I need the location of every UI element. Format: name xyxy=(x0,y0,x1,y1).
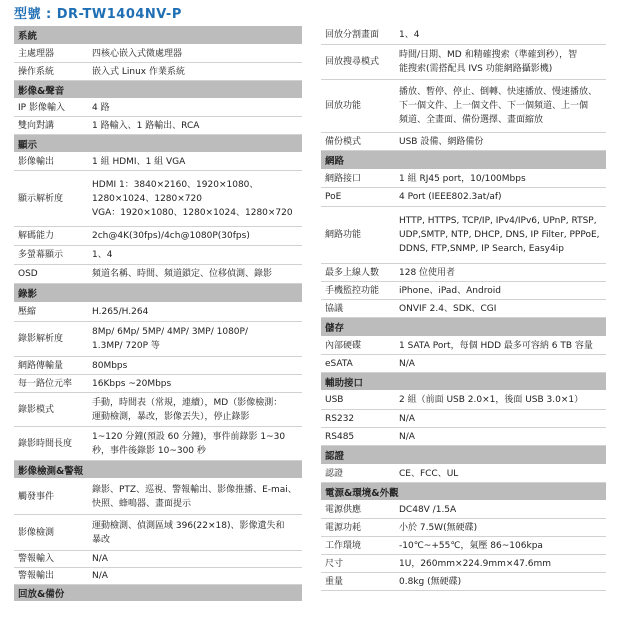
spec-key: IP 影像輸入 xyxy=(18,102,65,113)
spec-value: DC48V /1.5A xyxy=(399,504,457,515)
spec-value: USB 設備、網路備份 xyxy=(399,136,484,147)
section-header: 回放&備份 xyxy=(14,585,302,602)
spec-value: N/A xyxy=(399,358,415,369)
spec-row xyxy=(321,170,606,188)
spec-key: 回放功能 xyxy=(325,101,362,111)
spec-key: 錄影時間長度 xyxy=(18,438,73,449)
spec-value: 1U，260mm×224.9mm×47.6mm xyxy=(399,558,551,569)
spec-value: HTTP, HTTPS, TCP/IP, IPv4/IPv6, UPnP, RTSP, UDP,SMTP, NTP, DHCP, DNS, IP Filter, PPPoE, DDNS, FTP,SNMP, IP Search, Easy4ip xyxy=(399,216,600,254)
spec-key: 電源供應 xyxy=(325,504,362,515)
spec-row xyxy=(14,171,302,227)
spec-key: 影像輸出 xyxy=(18,156,55,167)
spec-key: 錄影模式 xyxy=(18,404,55,415)
section-header: 儲存 xyxy=(321,318,606,337)
spec-row xyxy=(14,427,302,461)
spec-value: 2 組（前面 USB 2.0×1，後面 USB 3.0×1） xyxy=(399,395,584,405)
spec-value: 1 組 RJ45 port，10/100Mbps xyxy=(399,173,526,184)
spec-value: 16Kbps ~20Mbps xyxy=(92,378,172,389)
spec-key: 網路功能 xyxy=(325,230,362,240)
spec-row xyxy=(14,479,302,515)
spec-key: 多螢幕顯示 xyxy=(18,250,64,260)
spec-row xyxy=(321,391,606,410)
spec-key: 工作環境 xyxy=(325,540,362,551)
spec-row xyxy=(14,265,302,284)
spec-key: 協議 xyxy=(325,303,344,314)
spec-key: USB xyxy=(325,395,344,405)
spec-value: iPhone、iPad、Android xyxy=(399,285,501,296)
spec-value: 播放、暫停、停止、倒轉、快速播放、慢速播放、 下一個文件、上一個文件、下一個頻道、上一個 頻道、全畫面、備份選擇、畫面縮放 xyxy=(399,87,598,125)
spec-key: 顯示解析度 xyxy=(18,193,64,204)
spec-key: 回放分割畫面 xyxy=(325,30,380,40)
spec-key: 備份模式 xyxy=(325,136,362,147)
spec-row xyxy=(321,537,606,555)
spec-row xyxy=(14,45,302,63)
spec-row xyxy=(321,410,606,428)
spec-key: RS485 xyxy=(325,431,355,442)
section-header: 影像檢測&警報 xyxy=(14,461,302,479)
spec-value: 小於 7.5W(無硬碟) xyxy=(399,522,478,533)
spec-key: 操作系統 xyxy=(18,66,55,77)
spec-key: eSATA xyxy=(325,358,353,369)
section-header: 顯示 xyxy=(14,135,302,153)
spec-value: N/A xyxy=(92,571,108,581)
spec-key: 雙向對講 xyxy=(18,120,55,131)
spec-key: 網路傳輸量 xyxy=(18,360,64,371)
spec-key: 重量 xyxy=(325,576,344,587)
spec-row xyxy=(14,303,302,322)
spec-row xyxy=(321,355,606,373)
spec-value: 1 路輸入、1 路輸出、RCA xyxy=(92,120,200,131)
spec-key: 壓縮 xyxy=(18,307,37,317)
spec-row xyxy=(14,246,302,265)
spec-key: 警報輸入 xyxy=(18,554,55,564)
section-header: 電源&環境&外觀 xyxy=(321,483,606,501)
spec-key: PoE xyxy=(325,192,342,202)
spec-key: 網路接口 xyxy=(325,173,362,184)
spec-row xyxy=(321,80,606,133)
spec-value: ONVIF 2.4、SDK、CGI xyxy=(399,303,497,314)
spec-key: RS232 xyxy=(325,413,355,424)
spec-row xyxy=(321,264,606,282)
spec-row xyxy=(321,300,606,318)
spec-key: 回放搜尋模式 xyxy=(325,57,380,67)
model-title: 型號 : DR-TW1404NV-P xyxy=(14,7,182,22)
spec-value: 4 路 xyxy=(92,102,110,113)
spec-value: 1、4 xyxy=(92,250,113,260)
spec-row xyxy=(14,393,302,427)
spec-value: 時間/日期、MD 和精確搜索（準確到秒），智 能搜索(需搭配具 IVS 功能網路攝影機) xyxy=(399,50,578,74)
spec-row xyxy=(321,282,606,300)
spec-key: 影像檢測 xyxy=(18,527,55,538)
spec-key: 主處理器 xyxy=(18,48,55,59)
spec-row xyxy=(14,227,302,246)
spec-value: 128 位使用者 xyxy=(399,267,456,278)
spec-row xyxy=(321,26,606,45)
spec-row xyxy=(14,153,302,171)
spec-key: 錄影解析度 xyxy=(18,334,64,344)
section-header: 認證 xyxy=(321,446,606,465)
spec-value: 運動檢測、偵測區域 396(22×18)、影像遺失和 暴改 xyxy=(92,520,285,545)
spec-value: 2ch@4K(30fps)/4ch@1080P(30fps) xyxy=(92,231,250,241)
spec-row xyxy=(14,117,302,135)
spec-value: 80Mbps xyxy=(92,360,128,371)
spec-value: 頻道名稱、時間、頻道鎖定、位移偵測、錄影 xyxy=(92,269,273,279)
spec-value: 8Mp/ 6Mp/ 5MP/ 4MP/ 3MP/ 1080P/ 1.3MP/ 720P 等 xyxy=(92,327,248,351)
spec-key: 尺寸 xyxy=(325,558,344,569)
spec-column-right xyxy=(321,26,606,591)
spec-value: HDMI 1：3840×2160、1920×1080、 1280×1024、1280×720 VGA：1920×1080、1280×1024、1280×720 xyxy=(92,179,293,218)
spec-value: N/A xyxy=(399,413,415,424)
spec-row xyxy=(321,428,606,446)
spec-value: 0.8kg (無硬碟) xyxy=(399,576,462,587)
spec-value: N/A xyxy=(92,554,108,564)
spec-value: 1~120 分鐘(預設 60 分鐘)，事件前錄影 1~30 秒，事件後錄影 10~300 秒 xyxy=(92,431,286,456)
spec-row xyxy=(14,357,302,375)
spec-row xyxy=(321,555,606,573)
spec-value: 手動，時間表（常規，連續），MD（影像檢測： 運動檢測，暴改，影像丟失），停止錄影 xyxy=(92,397,283,422)
spec-key: 警報輸出 xyxy=(18,571,55,581)
spec-row xyxy=(14,99,302,117)
spec-key: 內部硬碟 xyxy=(325,340,362,351)
spec-row xyxy=(14,322,302,357)
spec-row xyxy=(14,63,302,81)
section-header: 影像&聲音 xyxy=(14,81,302,99)
spec-value: N/A xyxy=(399,431,415,442)
spec-value: 1 SATA Port，每個 HDD 最多可容納 6 TB 容量 xyxy=(399,340,593,351)
spec-value: 4 Port (IEEE802.3at/af) xyxy=(399,192,502,202)
section-header: 輔助接口 xyxy=(321,373,606,391)
spec-key: 手機監控功能 xyxy=(325,285,380,296)
spec-key: 認證 xyxy=(325,468,344,479)
spec-column-left xyxy=(14,26,302,602)
spec-row xyxy=(321,45,606,80)
spec-key: 解碼能力 xyxy=(18,231,55,241)
spec-value: -10℃~+55℃，氣壓 86~106kpa xyxy=(399,540,543,551)
spec-row xyxy=(14,568,302,585)
spec-row xyxy=(321,188,606,207)
spec-row xyxy=(321,501,606,519)
spec-row xyxy=(14,375,302,393)
section-header: 網路 xyxy=(321,151,606,170)
spec-row xyxy=(321,573,606,591)
spec-key: 觸發事件 xyxy=(18,491,55,502)
section-header: 系統 xyxy=(14,26,302,45)
spec-key: 最多上線人數 xyxy=(325,267,380,278)
spec-value: 1、4 xyxy=(399,30,420,40)
section-header: 錄影 xyxy=(14,284,302,303)
spec-key: 電源功耗 xyxy=(325,522,362,533)
spec-row xyxy=(321,337,606,355)
spec-key: OSD xyxy=(18,269,38,279)
spec-row xyxy=(14,551,302,568)
spec-row xyxy=(321,519,606,537)
spec-value: CE、FCC、UL xyxy=(399,468,459,479)
spec-row xyxy=(14,515,302,551)
spec-value: 四核心嵌入式微處理器 xyxy=(92,48,183,59)
spec-value: 錄影、PTZ、巡視、警報輸出、影像推播、E-mai、 快照、蜂鳴器、畫面提示 xyxy=(92,484,297,509)
spec-key: 每一路位元率 xyxy=(18,378,73,389)
spec-row xyxy=(321,133,606,151)
spec-row xyxy=(321,465,606,483)
spec-value: 1 組 HDMI、1 組 VGA xyxy=(92,156,186,167)
spec-value: 嵌入式 Linux 作業系統 xyxy=(92,66,185,77)
spec-row xyxy=(321,207,606,264)
spec-value: H.265/H.264 xyxy=(92,307,149,317)
